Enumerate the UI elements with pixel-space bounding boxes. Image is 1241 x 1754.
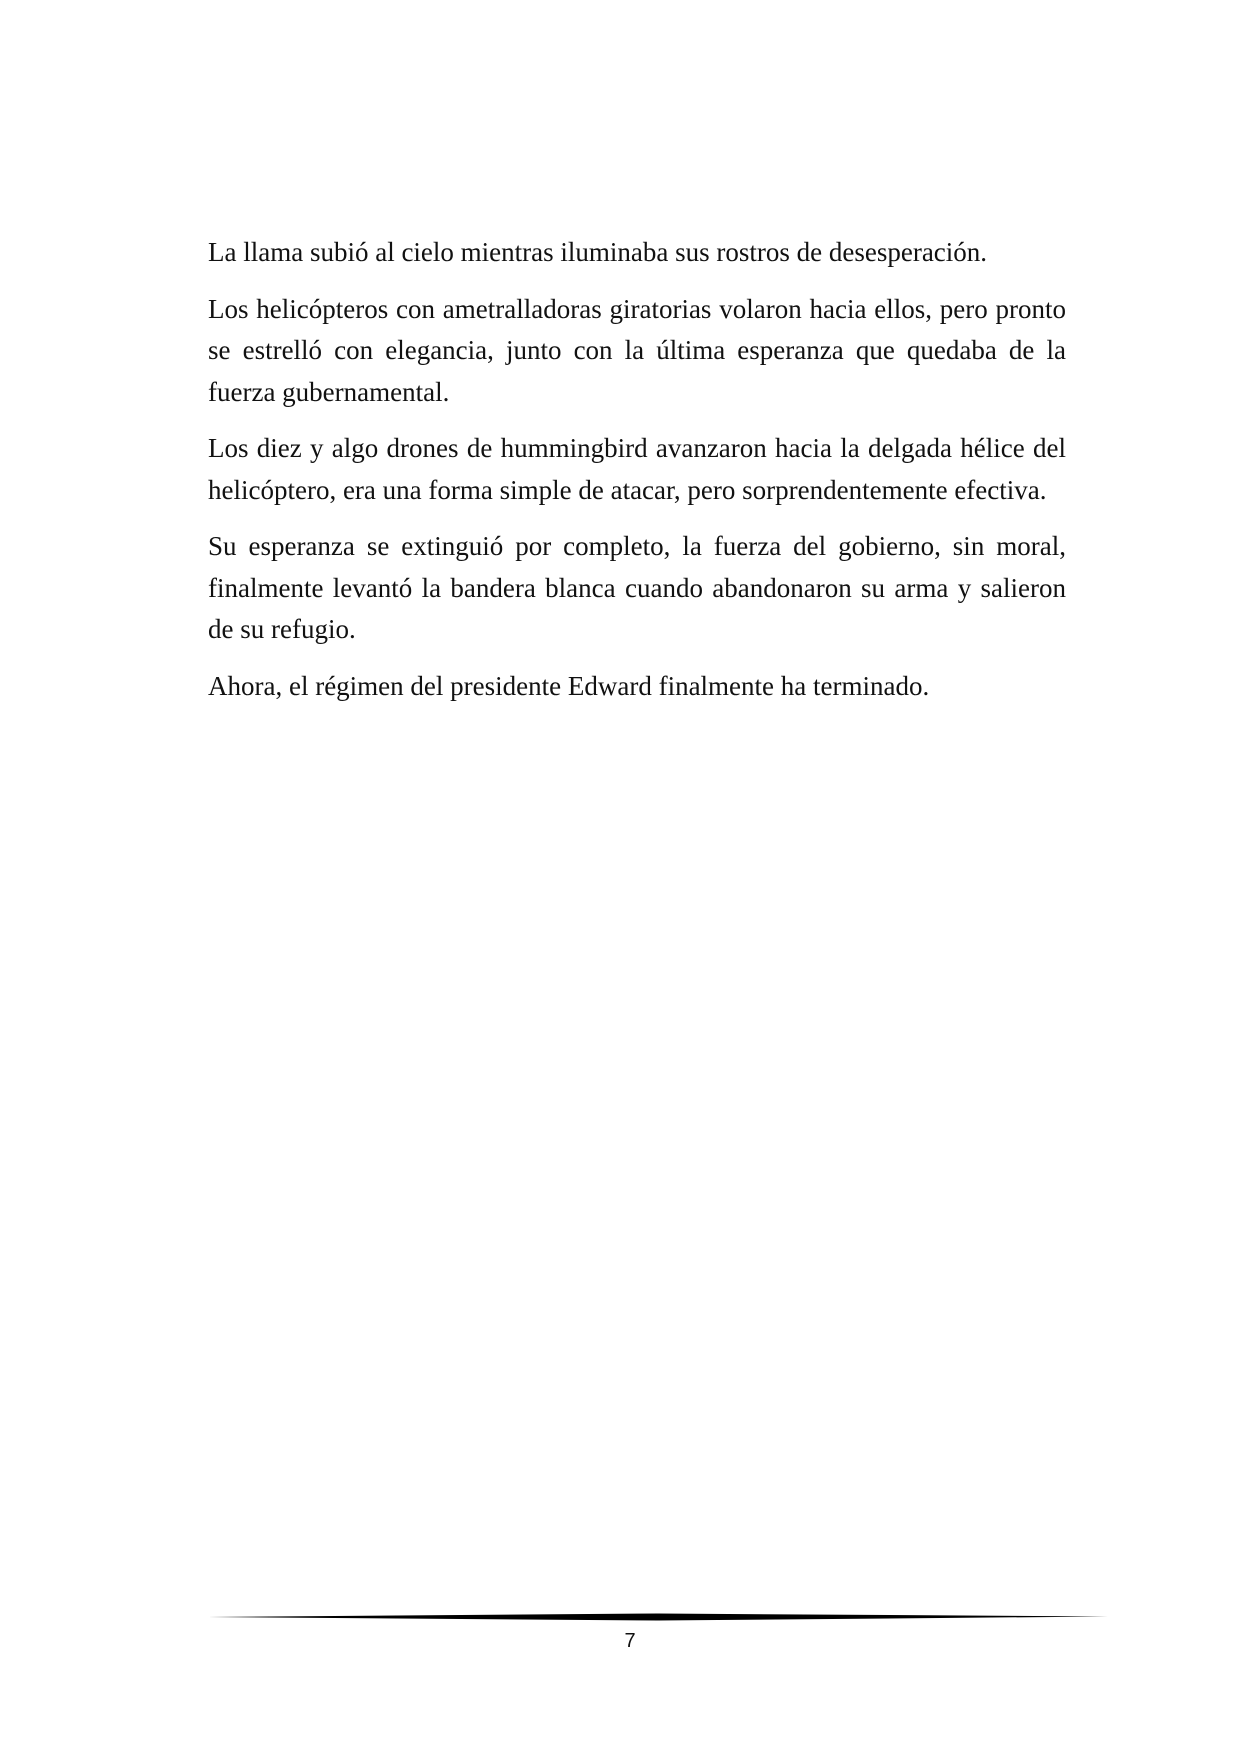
page-number: 7 (624, 1630, 636, 1652)
paragraph: Los diez y algo drones de hummingbird avanzaron hacia la delgada hélice del helicóptero, era una forma simple de atacar, pero sorprendentemente efectiva. (208, 433, 1066, 505)
paragraph: Los helicópteros con ametralladoras giratorias volaron hacia ellos, pero pronto se estrelló con elegancia, junto con la última esperanza que quedaba de la fuerza gubernamental. (208, 293, 1066, 407)
paragraph: Ahora, el régimen del presidente Edward finalmente ha terminado. (208, 670, 930, 701)
paragraph: Su esperanza se extinguió por completo, la fuerza del gobierno, sin moral, finalmente levantó la bandera blanca cuando abandonaron su arma y salieron de su refugio. (208, 531, 1066, 644)
footer-divider (208, 1610, 1108, 1624)
body-text (208, 232, 1066, 722)
paragraph: La llama subió al cielo mientras iluminaba sus rostros de desesperación. (208, 237, 988, 267)
